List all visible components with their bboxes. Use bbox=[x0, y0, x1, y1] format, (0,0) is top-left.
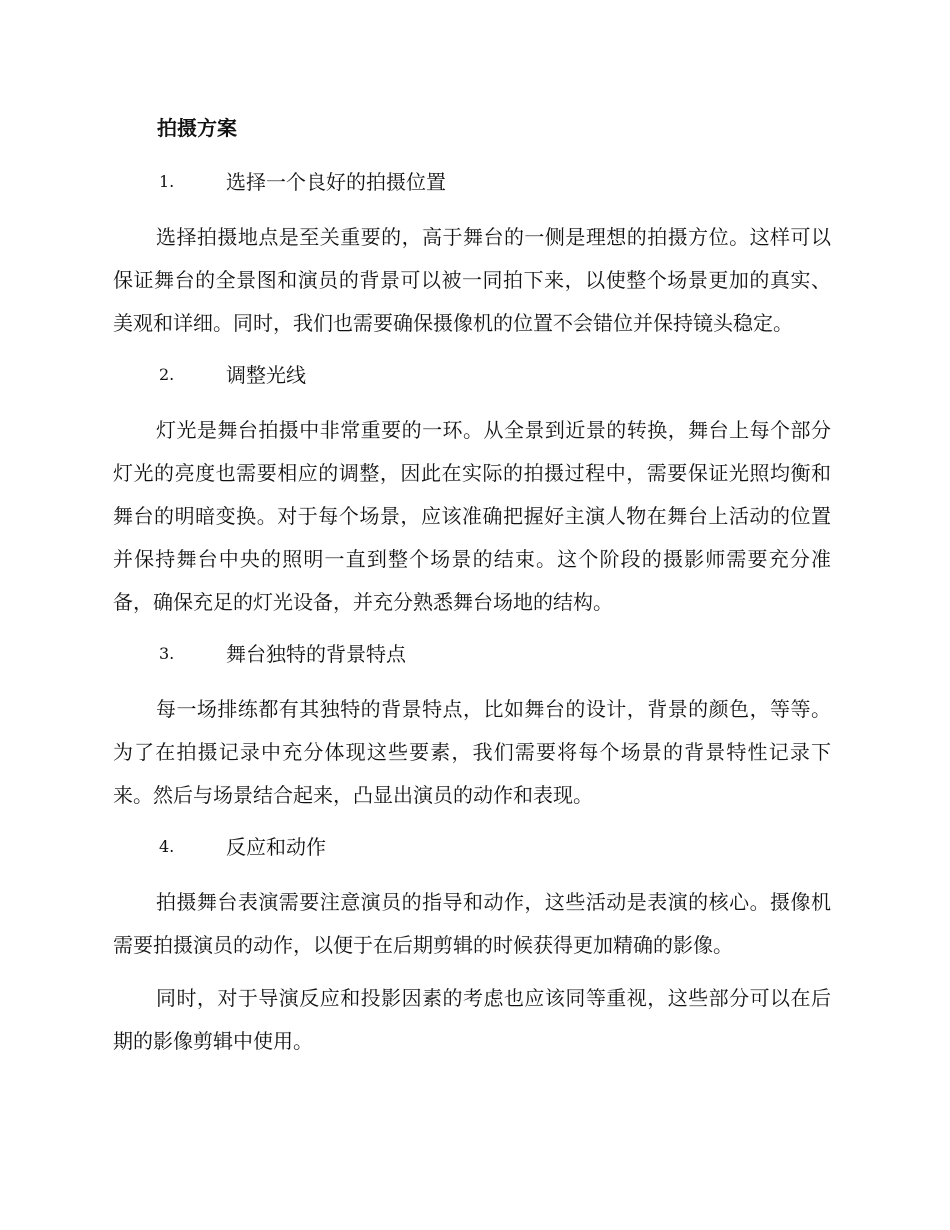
paragraph: 每一场排练都有其独特的背景特点，比如舞台的设计，背景的颜色，等等。为了在拍摄记录中充分体现这些要素，我们需要将每个场景的背景特性记录下来。然后与场景结合起来，凸显出演员的动作和表现。 bbox=[113, 697, 831, 807]
section-heading-text: 反应和动作 bbox=[226, 835, 326, 859]
section-heading-text: 选择一个良好的拍摄位置 bbox=[226, 170, 446, 194]
paragraph: 拍摄舞台表演需要注意演员的指导和动作，这些活动是表演的核心。摄像机需要拍摄演员的动作，以便于在后期剪辑的时候获得更加精确的影像。 bbox=[113, 890, 831, 957]
section-heading-text: 调整光线 bbox=[226, 363, 306, 387]
section-number: 3. bbox=[159, 644, 175, 663]
paragraph: 选择拍摄地点是至关重要的，高于舞台的一侧是理想的拍摄方位。这样可以保证舞台的全景图和演员的背景可以被一同拍下来，以使整个场景更加的真实、美观和详细。同时，我们也需要确保摄像机的位置不会错位并保持镜头稳定。 bbox=[113, 225, 831, 335]
section-number: 1. bbox=[159, 172, 175, 191]
section-heading-4 bbox=[113, 827, 831, 867]
section-heading-1 bbox=[113, 162, 831, 202]
document-page bbox=[113, 108, 831, 1073]
document-title: 拍摄方案 bbox=[157, 116, 237, 140]
section-number: 4. bbox=[159, 837, 175, 856]
section-heading-text: 舞台独特的背景特点 bbox=[226, 642, 406, 666]
paragraph: 同时，对于导演反应和投影因素的考虑也应该同等重视，这些部分可以在后期的影像剪辑中使用。 bbox=[113, 986, 831, 1053]
section-heading-2 bbox=[113, 355, 831, 395]
section-heading-3 bbox=[113, 634, 831, 674]
paragraph: 灯光是舞台拍摄中非常重要的一环。从全景到近景的转换，舞台上每个部分灯光的亮度也需要相应的调整，因此在实际的拍摄过程中，需要保证光照均衡和舞台的明暗变换。对于每个场景，应该准确把握好主演人物在舞台上活动的位置并保持舞台中央的照明一直到整个场景的结束。这个阶段的摄影师需要充分准备，确保充足的灯光设备，并充分熟悉舞台场地的结构。 bbox=[113, 418, 831, 614]
section-number: 2. bbox=[159, 365, 175, 384]
